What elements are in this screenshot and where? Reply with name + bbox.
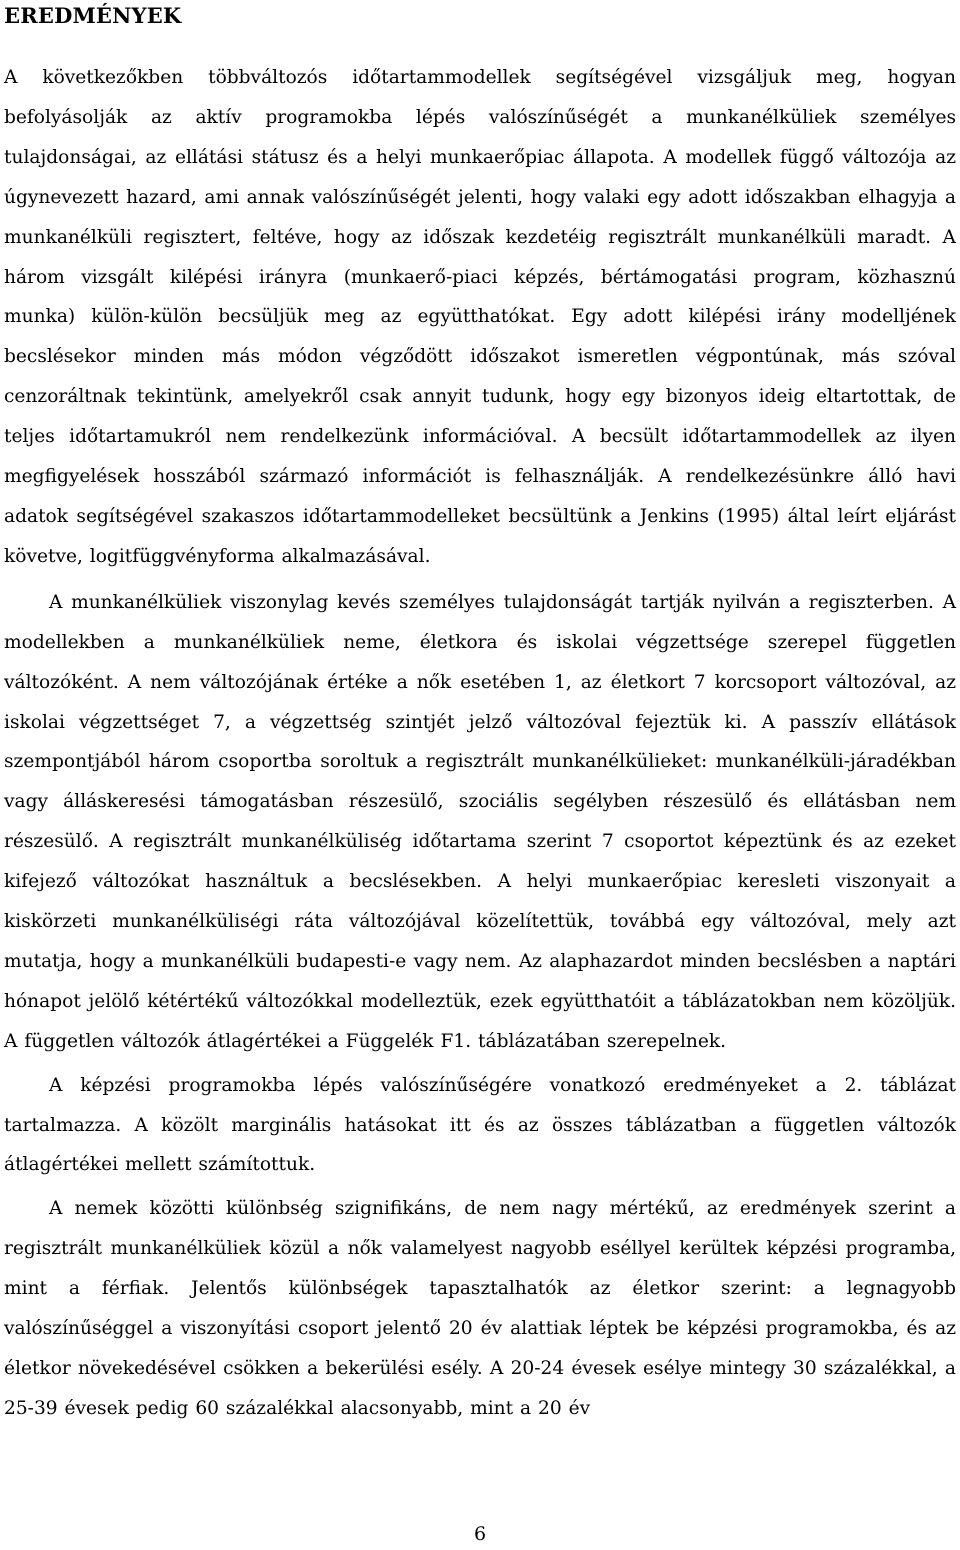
paragraph-variables: A munkanélküliek viszonylag kevés személyes tulajdonságát tartják nyilván a regiszterben. A modellekben a munkanélküliek neme, életkora és iskolai végzettsége szerepel független változóként. A nem változójának értéke a nők esetében 1, az életkort 7 korcsoport változóval, az iskolai végzettséget 7, a végzettség szintjét jelző változóval fejeztük ki. A passzív ellátások szempontjából három csoportba soroltuk a regisztrált munkanélkülieket: munkanélküli-járadékban vagy álláskeresési támogatásban részesülő, szociális segélyben részesülő és ellátásban nem részesülő. A regisztrált munkanélküliség időtartama szerint 7 csoportot képeztünk és az ezeket kifejező változókat használtuk a becslésekben. A helyi munkaerőpiac keresleti viszonyait a kiskörzeti munkanélküliségi ráta változójával közelítettük, továbbá egy változóval, mely azt mutatja, hogy a munkanélküli budapesti-e vagy nem. Az alaphazardot minden becslésben a naptári hónapot jelölő kétértékű változókkal modelleztük, ezek együtthatóit a táblázatokban nem közöljük. A független változók átlagértékei a Függelék F1. táblázatában szerepelnek. — [4, 591, 956, 1052]
paragraph-gender-age: A nemek közötti különbség szignifikáns, de nem nagy mértékű, az eredmények szerint a regisztrált munkanélküliek közül a nők valamelyest nagyobb eséllyel kerültek képzési programba, mint a férfiak. Jelentős különbségek tapasztalhatók az életkor szerint: a legnagyobb valószínűséggel a viszonyítási csoport jelentő 20 év alattiak léptek be képzési programokba, és az életkor növekedésével csökken a bekerülési esély. A 20-24 évesek esélye mintegy 30 százalékkal, a 25-39 évesek pedig 60 százalékkal alacsonyabb, mint a 20 év — [4, 1198, 956, 1419]
paragraph-training-results: A képzési programokba lépés valószínűségére vonatkozó eredményeket a 2. táblázat tartalmazza. A közölt marginális hatásokat itt és az összes táblázatban a független változók átlagértékei mellett számítottuk. — [4, 1074, 956, 1176]
section-heading: EREDMÉNYEK — [4, 3, 182, 28]
document-page — [4, 0, 956, 1429]
page-number: 6 — [473, 1523, 487, 1545]
paragraph-methods: A következőkben többváltozós időtartammodellek segítségével vizsgáljuk meg, hogyan befolyásolják az aktív programokba lépés valószínűségét a munkanélküliek személyes tulajdonságai, az ellátási státusz és a helyi munkaerőpiac állapota. A modellek függő változója az úgynevezett hazard, ami annak valószínűségét jelenti, hogy valaki egy adott időszakban elhagyja a munkanélküli regisztert, feltéve, hogy az időszak kezdetéig regisztrált munkanélküli maradt. A három vizsgált kilépési irányra (munkaerő-piaci képzés, bértámogatási program, közhasznú munka) külön-külön becsüljük meg az együtthatókat. Egy adott kilépési irány modelljének becslésekor minden más módon végződött időszakot ismeretlen végpontúnak, más szóval cenzoráltnak tekintünk, amelyekről csak annyit tudunk, hogy egy bizonyos ideig eltartottak, de teljes időtartamukról nem rendelkezünk információval. A becsült időtartammodellek az ilyen megfigyelések hosszából származó információt is felhasználják. A rendelkezésünkre álló havi adatok segítségével szakaszos időtartammodelleket becsültünk a Jenkins (1995) által leírt eljárást követve, logitfüggvényforma alkalmazásával. — [4, 67, 956, 567]
